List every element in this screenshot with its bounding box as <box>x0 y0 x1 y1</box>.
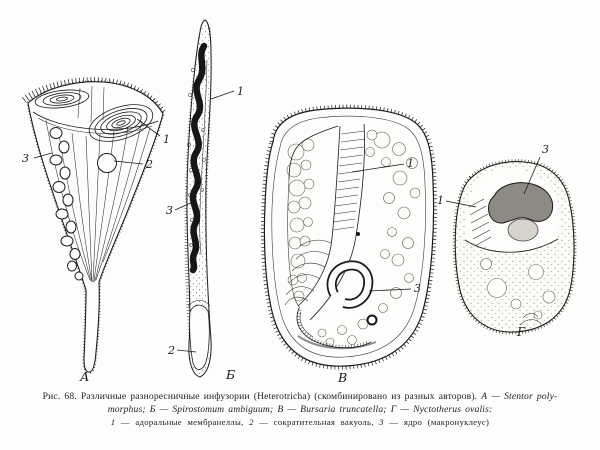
legend-num-1: 1 <box>110 417 116 427</box>
spirostomum-vacuole <box>190 305 210 370</box>
bursaria-callout-1: 1 <box>407 157 414 170</box>
legend-num-3: 3 <box>379 417 384 427</box>
figure-caption <box>0 391 600 429</box>
bursaria-letter: В <box>338 370 348 385</box>
caption-legend <box>0 416 600 429</box>
spirostomum-figure <box>166 20 244 382</box>
legend-text-2: — сократительная вакуоль, <box>253 417 380 427</box>
spirostomum-letter: Б <box>226 367 236 382</box>
spirostomum-callout-2: 2 <box>168 344 175 357</box>
bursaria-figure <box>264 108 433 385</box>
caption-line-1 <box>0 391 600 404</box>
spirostomum-callout-1: 1 <box>237 85 244 98</box>
caption-line-2: morphus; Б — Spirostomum ambiguum; В — Bursaria truncatella; Г — Nyctotherus ovalis: <box>107 403 493 415</box>
legend-text-3: — ядро (макронуклеус) <box>383 417 490 427</box>
spirostomum-callout-3: 3 <box>166 204 173 217</box>
bursaria-callout-3: 3 <box>414 282 421 295</box>
nyctotherus-callout-3: 3 <box>542 143 549 156</box>
stentor-callout-2: 2 <box>146 158 153 171</box>
nyctotherus-letter: Г <box>517 324 526 339</box>
stentor-figure <box>22 81 170 384</box>
stentor-letter: А <box>80 369 90 384</box>
nyctotherus-callout-1: 1 <box>437 194 444 207</box>
nyctotherus-nuclear-lobe <box>508 219 538 241</box>
stentor-callout-1: 1 <box>163 133 170 146</box>
legend-text-1: — адоральные мембранеллы, <box>115 417 250 427</box>
caption-line1-species: А — Stentor poly- <box>481 391 558 402</box>
stentor-contractile-vacuole <box>98 154 117 173</box>
caption-line1-roman: Рис. 68. Различные разноресничные инфузории (Heterotricha) (скомбинировано из разных авторов). <box>42 391 478 402</box>
bursaria-vacuole-small <box>368 316 377 325</box>
nyctotherus-figure <box>437 143 574 339</box>
legend-num-2: 2 <box>249 417 254 427</box>
stentor-callout-3: 3 <box>22 152 29 165</box>
